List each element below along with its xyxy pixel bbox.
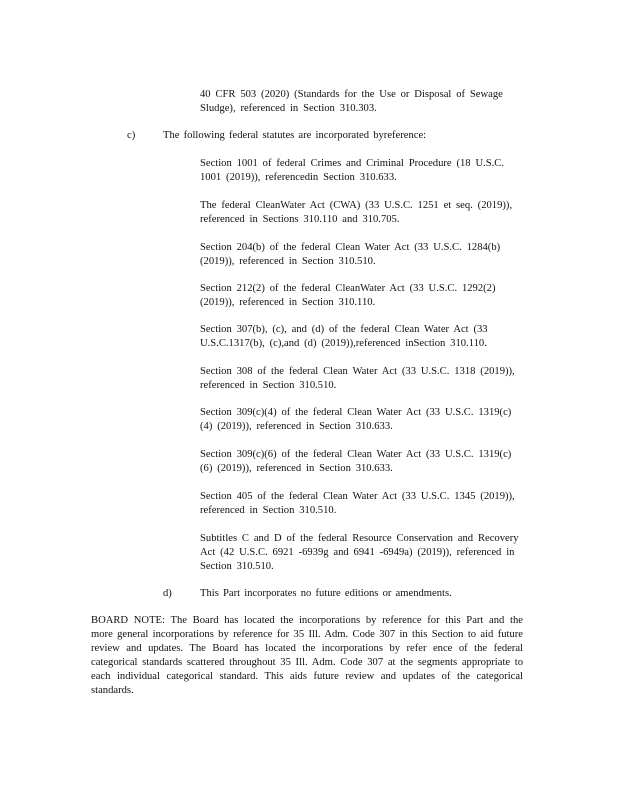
statute-entry: Section 307(b), (c), and (d) of the federal Clean Water Act (33 U.S.C.1317(b), (c),and (d) (2019)),referenced inSection 310.110.: [200, 324, 488, 349]
statute-entry: Section 308 of the federal Clean Water Act (33 U.S.C. 1318 (2019)), referenced in Section 310.510.: [200, 366, 515, 391]
statute-entry: Subtitles C and D of the federal Resource Conservation and Recovery Act (42 U.S.C. 6921 -6939g and 6941 -6949a) (2019)), referenced in Section 310.510.: [200, 533, 519, 572]
statute-entry: Section 204(b) of the federal Clean Water Act (33 U.S.C. 1284(b) (2019)), referenced in Section 310.510.: [200, 242, 501, 267]
section-d-text: This Part incorporates no future editions or amendments.: [200, 588, 452, 599]
section-c-heading: The following federal statutes are incorporated byreference:: [163, 130, 427, 141]
statute-entry: The federal CleanWater Act (CWA) (33 U.S.C. 1251 et seq. (2019)), referenced in Sections 310.110 and 310.705.: [200, 200, 513, 225]
board-note: BOARD NOTE: The Board has located the incorporations by reference for this Part and the more general incorporations by reference for 35 Ill. Adm. Code 307 in this Section to aid future review and updates. The Board has located the incorporations by refer ence of the federal categorical standards scattered throughout 35 Ill. Adm. Code 307 at the segments appropriate to each individual categorical standard. This aids future review and updates of the categorical standards.: [91, 615, 523, 696]
statute-entry: Section 309(c)(4) of the federal Clean Water Act (33 U.S.C. 1319(c)(4) (2019)), referenced in Section 310.633.: [200, 407, 512, 432]
statute-entry: Section 1001 of federal Crimes and Criminal Procedure (18 U.S.C. 1001 (2019)), referencedin Section 310.633.: [200, 158, 505, 183]
intro-entry: 40 CFR 503 (2020) (Standards for the Use or Disposal of Sewage Sludge), referenced in Section 310.303.: [200, 89, 503, 114]
statute-entry: Section 405 of the federal Clean Water Act (33 U.S.C. 1345 (2019)), referenced in Section 310.510.: [200, 491, 515, 516]
section-d-label: d): [163, 588, 172, 599]
section-c-label: c): [127, 130, 136, 141]
statute-entry: Section 212(2) of the federal CleanWater Act (33 U.S.C. 1292(2) (2019)), referenced in Section 310.110.: [200, 283, 496, 308]
statute-entry: Section 309(c)(6) of the federal Clean Water Act (33 U.S.C. 1319(c)(6) (2019)), referenced in Section 310.633.: [200, 449, 512, 474]
